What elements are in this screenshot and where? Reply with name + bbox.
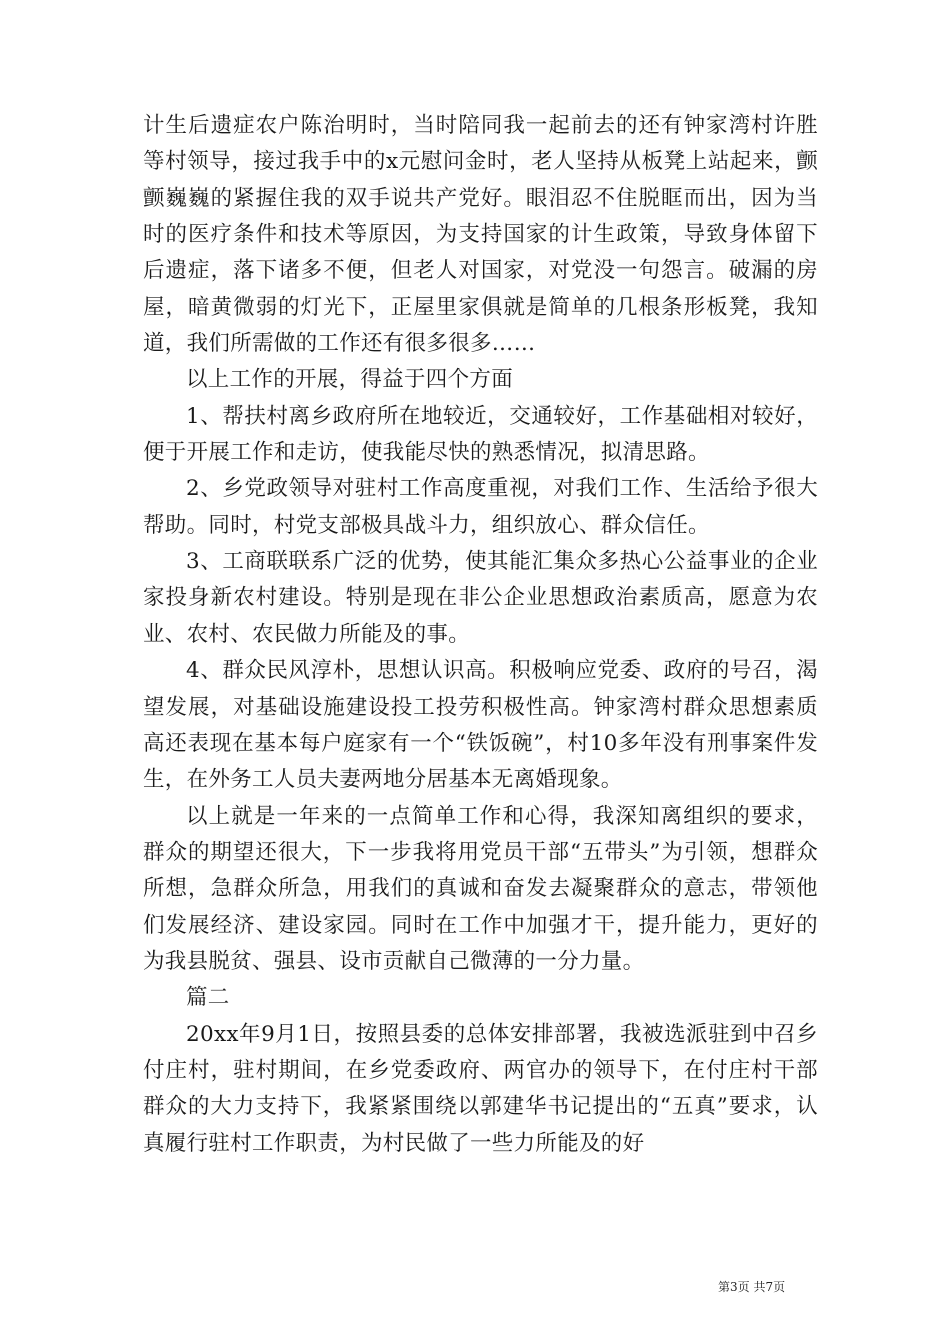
paragraph-2: 以上工作的开展，得益于四个方面 [186,367,514,393]
paragraph-1: 计生后遗症农户陈治明时，当时陪同我一起前去的还有钟家湾村许胜等村领导，接过我手中的x元慰问金时，老人坚持从板凳上站起来，颤颤巍巍的紧握住我的双手说共产党好。眼泪忍不住脱眶而出，因为当时的医疗条件和技术等原因，为支持国家的计生政策，导致身体留下后遗症，落下诸多不便，但老人对国家，对党没一句怨言。破漏的房屋，暗黄微弱的灯光下，正屋里家俱就是简单的几根条形板凳，我知道，我们所需做的工作还有很多很多…… [143,113,818,357]
section-heading-2: 篇二 [186,985,230,1011]
paragraph-7: 以上就是一年来的一点简单工作和心得，我深知离组织的要求，群众的期望还很大，下一步我将用党员干部“五带头”为引领，想群众所想，急群众所急，用我们的真诚和奋发去凝聚群众的意志，带领他们发展经济、建设家园。同时在工作中加强才干，提升能力，更好的为我县脱贫、强县、设市贡献自己微薄的一分力量。 [143,803,818,974]
document-body [143,108,818,1162]
paragraph-4: 2、乡党政领导对驻村工作高度重视，对我们工作、生活给予很大帮助。同时，村党支部极具战斗力，组织放心、群众信任。 [143,476,818,538]
paragraph-3: 1、帮扶村离乡政府所在地较近，交通较好，工作基础相对较好，便于开展工作和走访，使我能尽快的熟悉情况，拟清思路。 [143,403,818,466]
page-number: 第3页 共7页 [718,1280,786,1294]
paragraph-5: 3、工商联联系广泛的优势，使其能汇集众多热心公益事业的企业家投身新农村建设。特别是现在非公企业思想政治素质高，愿意为农业、农村、农民做力所能及的事。 [143,549,818,647]
paragraph-8: 20xx年9月1日，按照县委的总体安排部署，我被选派驻到中召乡付庄村，驻村期间，在乡党委政府、两官办的领导下，在付庄村干部群众的大力支持下，我紧紧围绕以郭建华书记提出的“五真”要求，认真履行驻村工作职责，为村民做了一些力所能及的好 [143,1021,818,1156]
paragraph-6: 4、群众民风淳朴，思想认识高。积极响应党委、政府的号召，渴望发展，对基础设施建设投工投劳积极性高。钟家湾村群众思想素质高还表现在基本每户庭家有一个“铁饭碗”，村10多年没有刑事案件发生，在外务工人员夫妻两地分居基本无离婚现象。 [143,658,818,793]
